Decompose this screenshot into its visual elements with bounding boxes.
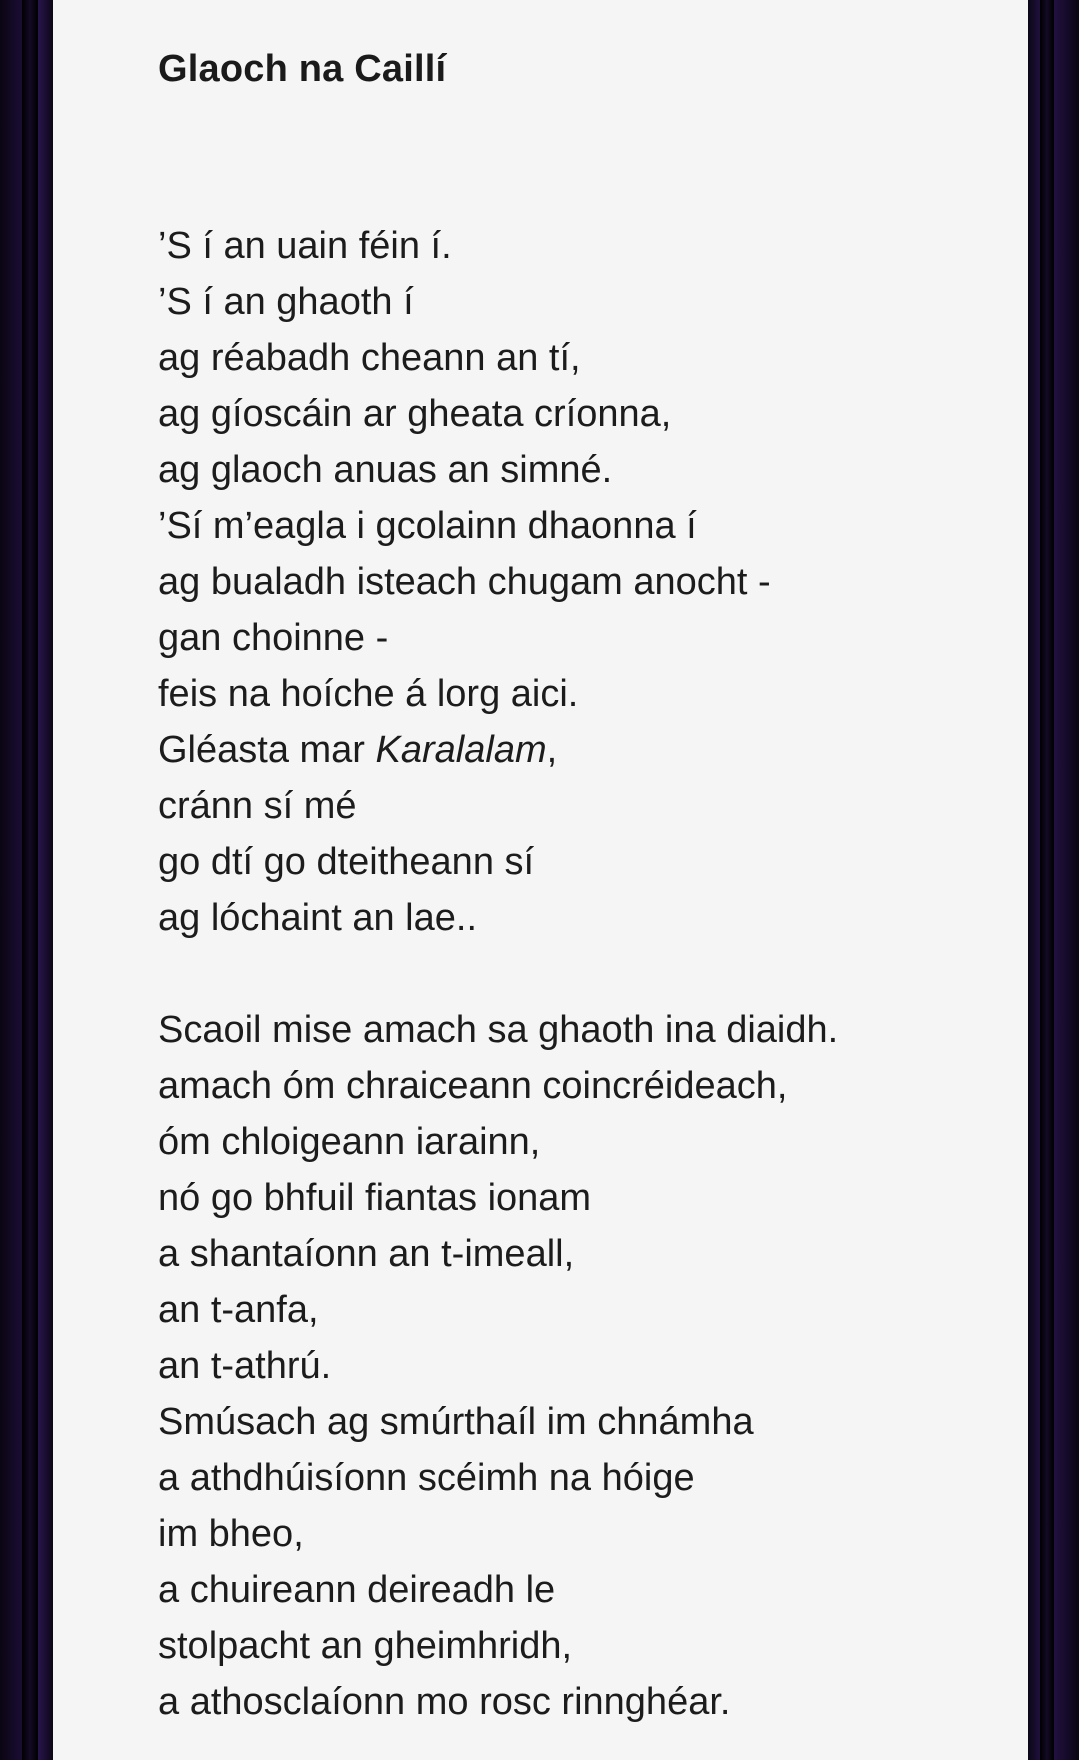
right-frame xyxy=(1028,0,1079,1760)
poem-line: ’Sí m’eagla i gcolainn dhaonna í xyxy=(158,505,697,547)
poem-body xyxy=(158,218,998,1760)
poem-line: stolpacht an gheimhridh, xyxy=(158,1625,573,1667)
poem-line: a athosclaíonn mo rosc rinnghéar. xyxy=(158,1681,731,1723)
left-frame-edge xyxy=(22,0,38,1760)
stanza-1 xyxy=(158,218,998,946)
poem-line: Scaoil mise amach sa ghaoth ina diaidh. xyxy=(158,1009,839,1051)
left-frame xyxy=(0,0,53,1760)
poem-line: ag gíoscáin ar gheata críonna, xyxy=(158,393,672,435)
poem-line-gleasta xyxy=(158,722,998,778)
stanza-2 xyxy=(158,1002,998,1730)
poem-line: ag bualadh isteach chugam anocht - xyxy=(158,561,771,603)
poem-line: a chuireann deireadh le xyxy=(158,1569,556,1611)
poem-line: im bheo, xyxy=(158,1513,304,1555)
poem-line: ag réabadh cheann an tí, xyxy=(158,337,581,379)
poem-line: an t-athrú. xyxy=(158,1345,332,1387)
poem-line: ’S í an uain féin í. xyxy=(158,225,452,267)
gleasta-italic-word: Karalalam xyxy=(375,729,547,771)
poem-line: ’S í an ghaoth í xyxy=(158,281,414,323)
poem-line: Smúsach ag smúrthaíl im chnámha xyxy=(158,1401,754,1443)
poem-line: feis na hoíche á lorg aici. xyxy=(158,673,579,715)
poem-line: amach óm chraiceann coincréideach, xyxy=(158,1065,788,1107)
poem-line: ag glaoch anuas an simné. xyxy=(158,449,613,491)
gleasta-suffix: , xyxy=(546,729,558,771)
poem-line: cránn sí mé xyxy=(158,785,357,827)
poem-line: óm chloigeann iarainn, xyxy=(158,1121,541,1163)
poem-line: go dtí go dteitheann sí xyxy=(158,841,535,883)
poem-line: an t-anfa, xyxy=(158,1289,319,1331)
right-frame-edge xyxy=(1040,0,1054,1760)
poem-line: nó go bhfuil fiantas ionam xyxy=(158,1177,592,1219)
gleasta-prefix: Gléasta mar xyxy=(158,729,376,771)
poem-line: gan choinne - xyxy=(158,617,389,659)
poem-line: a shantaíonn an t-imeall, xyxy=(158,1233,575,1275)
document-page xyxy=(53,0,1028,1760)
poem-title: Glaoch na Caillí xyxy=(158,48,447,90)
poem-line: a athdhúisíonn scéimh na hóige xyxy=(158,1457,695,1499)
poem-line: ag lóchaint an lae.. xyxy=(158,897,478,939)
